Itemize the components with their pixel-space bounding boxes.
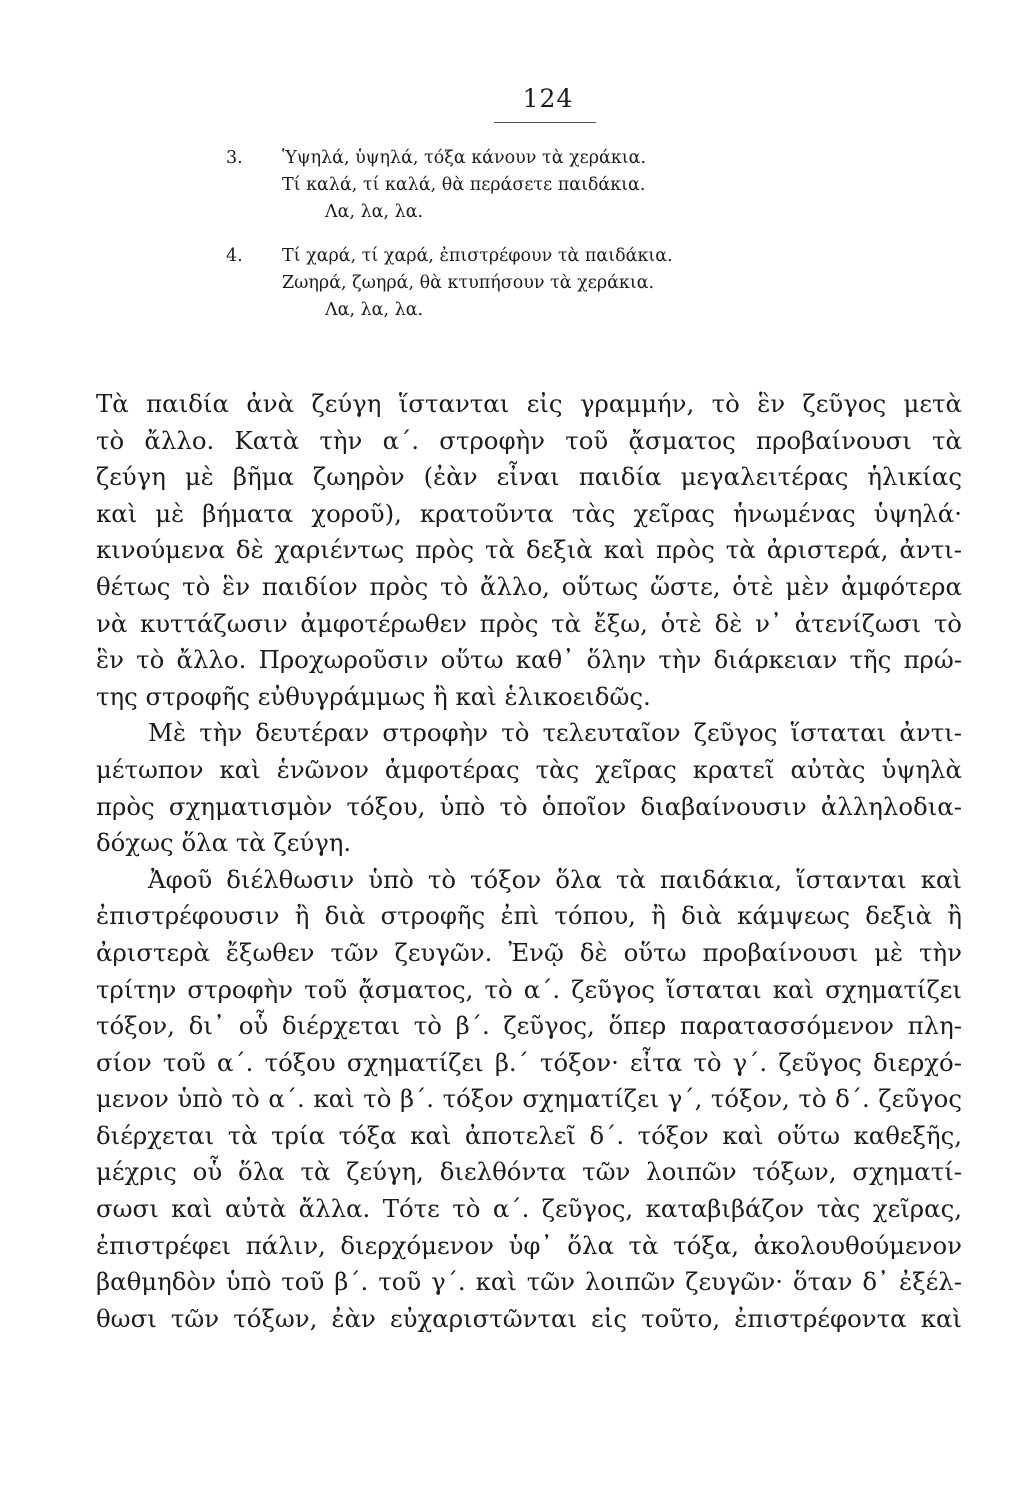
text-line: διέρχεται τὰ τρία τόξα καὶ ἀποτελεῖ δ΄. τόξον καὶ οὕτω καθεξῆς, [96,1120,962,1150]
text-line: τόξον, δι᾽ οὗ διέρχεται τὸ β΄. ζεῦγος, ὅπερ παρατασσόμενον πλη- [96,1011,962,1041]
text-line: θωσι τῶν τόξων, ἐὰν εὐχαριστῶνται εἰς τοῦτο, ἐπιστρέφοντα καὶ [96,1303,962,1333]
text-line: νὰ κυττάζωσιν ἀμφοτέρωθεν πρὸς τὰ ἔξω, ὁτὲ δὲ ν᾽ ἀτενίζωσι τὸ [96,608,962,638]
text-line: Ἀφοῦ διέλθωσιν ὑπὸ τὸ τόξον ὅλα τὰ παιδάκια, ἵστανται καὶ [148,864,962,894]
text-line: δόχως ὅλα τὰ ζεύγη. [96,828,352,858]
page-number-rule [494,122,596,123]
verse-refrain: Λα, λα, λα. [325,300,424,320]
text-line: μενον ὑπὸ τὸ α΄. καὶ τὸ β΄. τόξον σχηματίζει γ΄, τόξον, τὸ δ΄. ζεῦγος [96,1084,962,1114]
text-line: καὶ μὲ βήματα χοροῦ), κρατοῦντα τὰς χεῖρας ἡνωμένας ὑψηλά· [96,498,962,528]
text-line: τρίτην στροφὴν τοῦ ᾄσματος, τὸ α΄. ζεῦγος ἵσταται καὶ σχηματίζει [96,974,962,1004]
verse-line: Τί χαρά, τί χαρά, ἐπιστρέφουν τὰ παιδάκια. [282,246,673,266]
text-line: τὸ ἄλλο. Κατὰ τὴν α΄. στροφὴν τοῦ ᾄσματος προβαίνουσι τὰ [96,425,962,455]
text-line: σωσι καὶ αὐτὰ ἄλλα. Τότε τὸ α΄. ζεῦγος, καταβιβάζον τὰς χεῖρας, [96,1194,962,1224]
stanza-number: 4. [226,246,243,266]
text-line: Μὲ τὴν δευτέραν στροφὴν τὸ τελευταῖον ζεῦγος ἵσταται ἀντι- [148,718,962,748]
text-line: μέτωπον καὶ ἑνῶνον ἀμφοτέρας τὰς χεῖρας κρατεῖ αὐτὰς ὑψηλὰ [96,754,962,784]
paragraph [96,862,962,1338]
text-line: της στροφῆς εὐθυγράμμως ἢ καὶ ἑλικοειδῶς. [96,681,651,711]
song-verses [226,145,786,324]
verse-refrain: Λα, λα, λα. [325,202,424,222]
verse-line: Τί καλά, τί καλά, θὰ περάσετε παιδάκια. [282,175,646,195]
page-number: 124 [522,84,574,113]
stanza-number: 3. [226,148,243,168]
text-line: ἀριστερὰ ἔξωθεν τῶν ζευγῶν. Ἐνῷ δὲ οὕτω προβαίνουσι μὲ τὴν [96,937,962,967]
body-text [96,386,962,1337]
text-line: Τὰ παιδία ἀνὰ ζεύγη ἵστανται εἰς γραμμήν, τὸ ἓν ζεῦγος μετὰ [96,389,962,418]
stanza [226,145,786,226]
text-line: ζεύγη μὲ βῆμα ζωηρὸν (ἐὰν εἶναι παιδία μεγαλειτέρας ἡλικίας [96,462,962,492]
verse-line: Ζωηρά, ζωηρά, θὰ κτυπήσουν τὰ χεράκια. [282,273,655,293]
text-line: ἐπιστρέφει πάλιν, διερχόμενον ὑφ᾽ ὅλα τὰ τόξα, ἀκολουθούμενον [96,1230,962,1260]
text-line: πρὸς σχηματισμὸν τόξου, ὑπὸ τὸ ὁποῖον διαβαίνουσιν ἀλληλοδια- [96,791,962,821]
text-line: ἓν τὸ ἄλλο. Προχωροῦσιν οὕτω καθ᾽ ὅλην τὴν διάρκειαν τῆς πρώ- [96,645,962,675]
text-line: μέχρις οὗ ὅλα τὰ ζεύγη, διελθόντα τῶν λοιπῶν τόξων, σχηματί- [96,1157,962,1187]
verse-line: Ὑψηλά, ὑψηλά, τόξα κάνουν τὰ χεράκια. [282,148,647,168]
stanza [226,243,786,324]
text-line: ἐπιστρέφουσιν ἢ διὰ στροφῆς ἐπὶ τόπου, ἢ διὰ κάμψεως δεξιὰ ἢ [96,901,962,931]
paragraph [96,715,962,861]
text-line: θέτως τὸ ἓν παιδίον πρὸς τὸ ἄλλο, οὕτως ὥστε, ὁτὲ μὲν ἀμφότερα [96,571,962,601]
paragraph [96,386,962,715]
text-line: κινούμενα δὲ χαριέντως πρὸς τὰ δεξιὰ καὶ πρὸς τὰ ἀριστερά, ἀντι- [96,535,962,565]
text-line: σίον τοῦ α΄. τόξου σχηματίζει β.΄ τόξον· εἶτα τὸ γ΄. ζεῦγος διερχό- [96,1047,962,1077]
text-line: βαθμηδὸν ὑπὸ τοῦ β΄. τοῦ γ΄. καὶ τῶν λοιπῶν ζευγῶν· ὅταν δ᾽ ἐξέλ- [96,1267,962,1297]
